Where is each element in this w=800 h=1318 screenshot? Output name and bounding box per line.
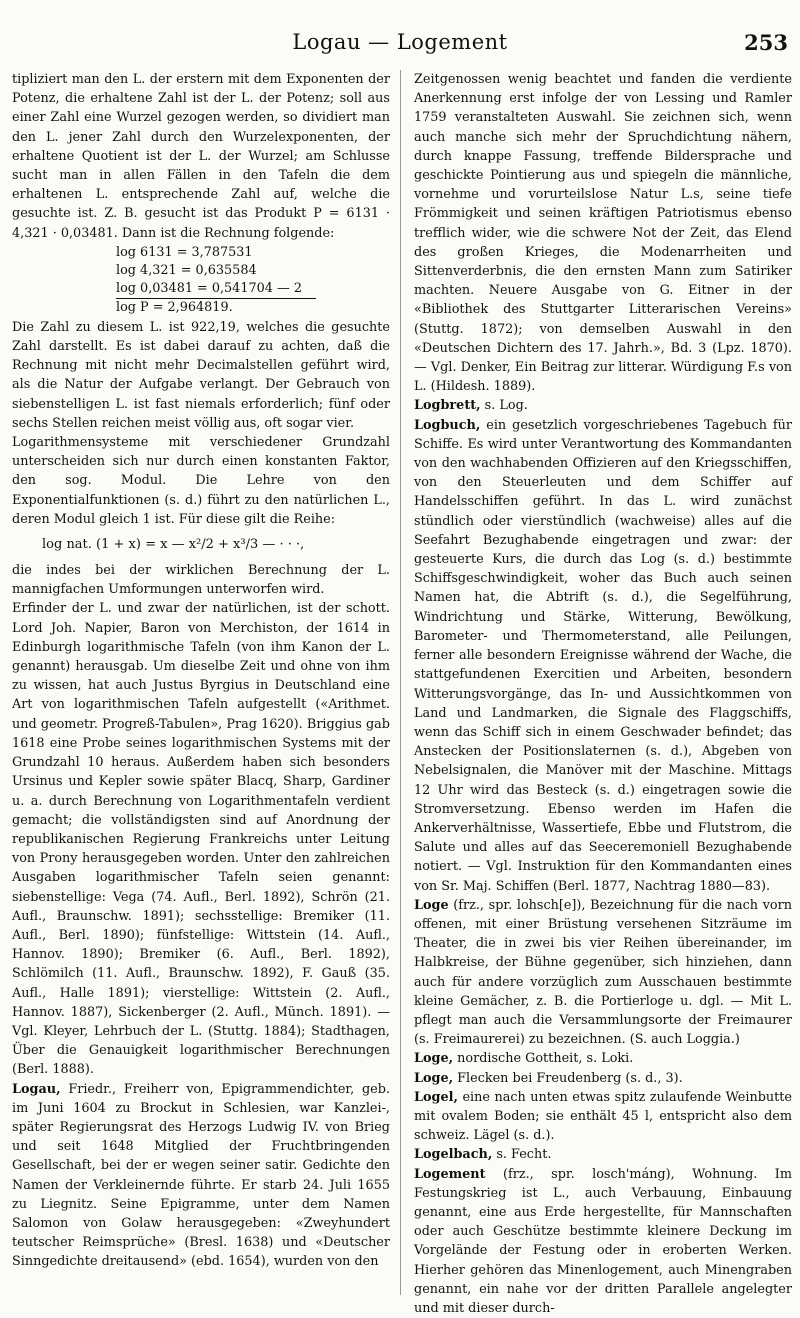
headword: Logement (414, 1166, 486, 1182)
left-column (12, 70, 390, 1272)
calc-row: log 0,03481 = 0,541704 — 2 (116, 280, 302, 296)
headword: Logbrett, (414, 398, 481, 414)
entry-logau (12, 1080, 390, 1272)
calc-row: log 4,321 = 0,635584 (116, 262, 257, 278)
entry-logel (414, 1088, 792, 1146)
running-title: Logau — Logement (292, 30, 508, 54)
entry-text: eine nach unten etwas spitz zulaufende Weinbutte mit ovalem Boden; sie enthält 45 l, entspricht also dem schweiz. Lägel (s. d.). (414, 1089, 792, 1144)
paragraph: Logarithmensysteme mit verschiedener Grundzahl unterscheiden sich nur durch einen konstanten Faktor, den sog. Modul. Die Lehre von den Exponentialfunktionen (s. d.) führt zu den natürlichen L., deren Modul gleich 1 ist. Für diese gilt die Reihe: (12, 435, 390, 527)
paragraph: tipliziert man den L. der erstern mit dem Exponenten der Potenz, die erhaltene Zahl ist der L. der Potenz; soll aus einer Zahl eine Wurzel gezogen werden, so dividiert man den L. jener Zahl durch den Wurzelexponenten, der erhaltene Quotient ist der L. der Wurzel; am Schlusse sucht man in allen Fällen in den Tafeln die dem erhaltenen L. entsprechende Zahl auf, welche die gesuchte ist. Z. B. gesucht ist das Produkt P = 6131 · 4,321 · 0,03481. Dann ist die Rechnung folgende: (12, 72, 390, 241)
series-formula: log nat. (1 + x) = x — x²/2 + x³/3 — · · ·, (42, 537, 305, 553)
entry-logement (414, 1165, 792, 1318)
paragraph: die indes bei der wirklichen Berechnung der L. mannigfachen Umformungen unterworfen wird. (12, 563, 390, 598)
paragraph: Erfinder der L. und zwar der natürlichen, ist der schott. Lord Joh. Napier, Baron von Merchiston, der 1614 in Edinburgh logarithmische Tafeln (von ihm Kanon der L. genannt) herausgab. Um dieselbe Zeit und ohne von ihm zu wissen, hat auch Justus Byrgius in Deutschland eine Art von logarithmischen Tafeln aufgestellt («Arithmet. und geometr. Progreß-Tabulen», Prag 1620). Briggius gab 1618 eine Probe seines logarithmischen Systems mit der Grundzahl 10 heraus. Außerdem haben sich besonders Ursinus und Kepler sowie später Blacq, Sharp, Gardiner u. a. durch Berechnung von Logarithmentafeln verdient gemacht; die vollständigsten sind auf Anordnung der republikanischen Regierung Frankreichs unter Leitung von Prony herausgegeben worden. Unter den zahlreichen Ausgaben logarithmischer Tafeln seien genannt: siebenstellige: Vega (74. Aufl., Berl. 1892), Schrön (21. Aufl., Braunschw. 1891); sechsstellige: Bremiker (11. Aufl., Berl. 1890); fünfstellige: Wittstein (14. Aufl., Hannov. 1890); Bremiker (6. Aufl., Berl. 1892), Schlömilch (11. Aufl., Braunschw. 1892), F. Gauß (35. Aufl., Halle 1891); vierstellige: Wittstein (2. Aufl., Hannov. 1887), Sickenberger (2. Aufl., Münch. 1891). — Vgl. Kleyer, Lehrbuch der L. (Stuttg. 1884); Stadthagen, Über die Genauigkeit logarithmischer Berechnungen (Berl. 1888). (12, 601, 390, 1078)
column-divider (400, 70, 401, 1295)
entry-loge (414, 896, 792, 1050)
entry-logbrett (414, 396, 792, 415)
logarithm-calculation (116, 244, 390, 317)
headword: Logau, (12, 1081, 61, 1097)
headword: Loge, (414, 1051, 454, 1067)
entry-text: Friedr., Freiherr von, Epigrammendichter, geb. im Juni 1604 zu Brockut in Schlesien, war Kanzlei-, später Regierungsrat des Herzogs Ludwig IV. von Brieg und seit 1648 Mitglied der Fruchtbringenden Gesellschaft, bei der er wegen seiner satir. Gedichte den Namen der Verkleinernde führte. Er starb 24. Juli 1655 zu Liegnitz. Seine Epigramme, unter dem Namen Salomon von Golaw herausgegeben: «Zweyhundert teutscher Reimsprüche» (Bresl. 1638) und «Deutscher Sinngedichte dreitausend» (ebd. 1654), wurden von den (12, 1081, 390, 1270)
headword: Loge, (414, 1070, 454, 1086)
entry-logelbach (414, 1145, 792, 1164)
right-column (414, 70, 792, 1318)
entry-text: (frz., spr. losch'máng), Wohnung. Im Festungskrieg ist L., auch Verbauung, Einbauung genannt, eine aus Erde hergestellte, für Mannschaften oder auch Geschütze bestimmte kleinere Deckung im Vorgelände der Festung oder in eroberten Werken. Hierher gehören das Minenlogement, auch Minengraben genannt, ein nahe vor der dritten Parallele angelegter und mit dieser durch- (414, 1166, 792, 1316)
paragraph: Die Zahl zu diesem L. ist 922,19, welches die gesuchte Zahl darstellt. Es ist dabei darauf zu achten, daß die Rechnung mit nicht mehr Decimalstellen geführt wird, als die Natur der Aufgabe verlangt. Der Gebrauch von siebenstelligen L. ist fast niemals erforderlich; fünf oder sechs Stellen reichen meist völlig aus, oft sogar vier. (12, 319, 390, 431)
calc-result-row: log P = 2,964819. (116, 298, 316, 317)
entry-text: ein gesetzlich vorgeschriebenes Tagebuch für Schiffe. Es wird unter Verantwortung des Kommandanten von den wachhabenden Offizieren auf den Kriegsschiffen, von den Steuerleuten und dem Schiffer auf Handelsschiffen geführt. In das L. wird zunächst stündlich oder vierstündlich (wachweise) alles auf die Seefahrt Bezughabende eingetragen und zwar: der gesteuerte Kurs, die durch das Log (s. d.) bestimmte Schiffsgeschwindigkeit, woher das Buch auch seinen Namen hat, die Abtrift (s. d.), die Segelführung, Windrichtung und Stärke, Witterung, Bewölkung, Barometer- und Thermometerstand, alle Peilungen, ferner alle besondern Ereignisse während der Wache, die stattgefundenen Exercitien und Arbeiten, besondern Witterungsvorgänge, das In- und Aussichtkommen von Land und Landmarken, die Signale des Flaggschiffs, wenn das Schiff sich in einem Geschwader befindet; das Anstecken der Positionslaternen (s. d.), Abgeben von Nebelsignalen, die Manöver mit der Maschine. Mittags 12 Uhr wird das Besteck (s. d.) eingetragen sowie die Stromversetzung. Ebenso werden im Hafen die Ankerverhältnisse, Wassertiefe, Ebbe und Flutstrom, die Salute und alles auf das Seeceremoniell Bezughabende notiert. — Vgl. Instruktion für den Kommandanten eines von Sr. Maj. Schiffen (Berl. 1877, Nachtrag 1880—83). (414, 417, 792, 894)
entry-loge-flecken (414, 1069, 792, 1088)
entry-loge-gottheit (414, 1049, 792, 1068)
entry-text: (frz., spr. lohsch[e]), Bezeichnung für die nach vorn offenen, mit einer Brüstung versehenen Sitzräume im Theater, die in zwei bis vier Reihen übereinander, im Halbkreise, der Bühne gegenüber, sich hinziehen, dann auch für andere vorzüglich zum Ausschauen bestimmte kleine Gemächer, z. B. die Portierloge u. dgl. — Mit L. pflegt man auch die Versammlungsorte der Freimaurer (s. Freimaurerei) zu bezeichnen. (S. auch Loggia.) (414, 897, 792, 1048)
headword: Logbuch, (414, 417, 481, 433)
entry-logbuch (414, 416, 792, 896)
entry-text: s. Fecht. (492, 1147, 552, 1163)
entry-text: Flecken bei Freudenberg (s. d., 3). (453, 1070, 683, 1086)
calc-row: log 6131 = 3,787531 (116, 244, 253, 260)
headword: Logel, (414, 1089, 458, 1105)
headword: Loge (414, 897, 449, 913)
entry-text: nordische Gottheit, s. Loki. (453, 1051, 634, 1067)
entry-text: s. Log. (480, 398, 528, 414)
page-number: 253 (744, 30, 788, 55)
page-header (0, 30, 800, 56)
paragraph: Zeitgenossen wenig beachtet und fanden die verdiente Anerkennung erst infolge der von Lessing und Ramler 1759 veranstalteten Auswahl. Sie zeichnen sich, wenn auch manche sich mehr der Spruchdichtung nähern, durch knappe Fassung, treffende Bildersprache und geschickte Pointierung aus und spiegeln die männliche, vornehme und vorurteilslose Natur L.s, seine tiefe Frömmigkeit und seinen kräftigen Patriotismus ebenso trefflich wider, wie die schwere Not der Zeit, das Elend des großen Krieges, die Modenarrheiten und Sittenverderbnis, die den ernsten Mann zum Satiriker machten. Neuere Ausgabe von G. Eitner in der «Bibliothek des Stuttgarter Litterarischen Vereins» (Stuttg. 1872); von demselben Auswahl in den «Deutschen Dichtern des 17. Jahrh.», Bd. 3 (Lpz. 1870). — Vgl. Denker, Ein Beitrag zur litterar. Würdigung F.s von L. (Hildesh. 1889). (414, 72, 792, 395)
headword: Logelbach, (414, 1147, 493, 1163)
